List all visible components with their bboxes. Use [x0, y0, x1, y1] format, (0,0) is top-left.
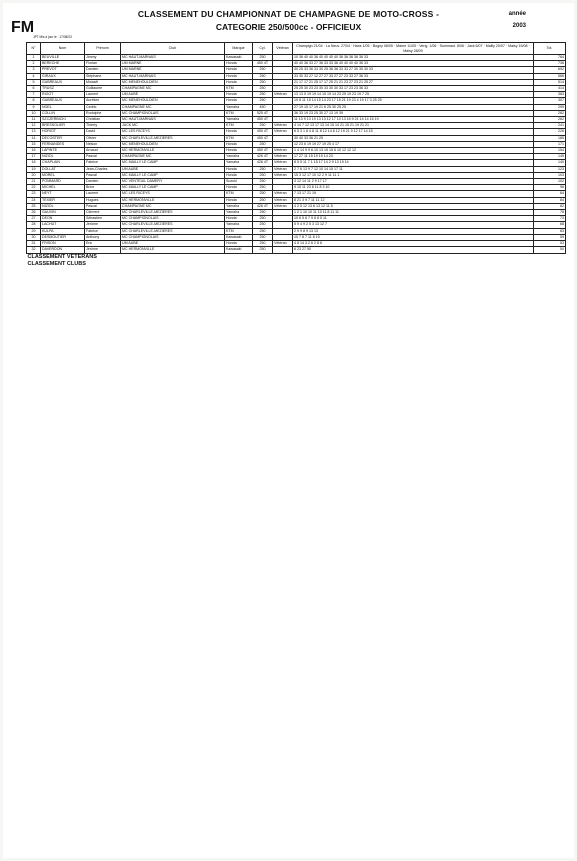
cell-nom: HORIOT — [41, 129, 85, 135]
cell-club: CHAMPAGNE MC — [121, 104, 225, 110]
cell-marque: Honda — [225, 197, 253, 203]
cell-cyl: 250 — [253, 86, 273, 92]
cell-club: UM MARNE — [121, 67, 225, 73]
cell-cyl: 450 4T — [253, 148, 273, 154]
cell-vet: Vétéran — [273, 197, 293, 203]
cell-cyl: 250 — [253, 228, 273, 234]
cell-prenom: Damien — [85, 67, 121, 73]
cell-marque: KTM — [225, 228, 253, 234]
cell-club: MC MAILLY LE CAMP — [121, 160, 225, 166]
cell-n: 16 — [27, 148, 41, 154]
column-header: N° — [27, 43, 41, 55]
cell-prenom: Mickaël — [85, 79, 121, 85]
cell-nom: BRESSOLIER — [41, 123, 85, 129]
cell-marque: Yamaha — [225, 222, 253, 228]
cell-n: 24 — [27, 197, 41, 203]
cell-n: 31 — [27, 241, 41, 247]
cell-tot: 50 — [534, 247, 566, 253]
cell-vet: Vétéran — [273, 160, 293, 166]
cell-cyl: 250 — [253, 191, 273, 197]
cell-prenom: Brice — [85, 185, 121, 191]
cell-n: 6 — [27, 86, 41, 92]
cell-prenom: Hugues — [85, 197, 121, 203]
cell-prenom: Olivier — [85, 135, 121, 141]
cell-n: 4 — [27, 73, 41, 79]
cell-n: 19 — [27, 166, 41, 172]
cell-prenom: David — [85, 129, 121, 135]
cell-nom: DEON — [41, 216, 85, 222]
cell-tot: 241 — [534, 123, 566, 129]
cell-prenom: Thierry — [85, 123, 121, 129]
cell-marque: Honda — [225, 98, 253, 104]
cell-marque: Honda — [225, 129, 253, 135]
cell-marque: Honda — [225, 73, 253, 79]
cell-club: MC CHAMPIGNOLAIS — [121, 216, 225, 222]
column-header: Prénom — [85, 43, 121, 55]
cell-r: 30 25 33 36 33 30 25 36 36 33 33 27 30 30 30 33 — [293, 67, 534, 73]
cell-r: 2 7 6 13 9 7 12 10 14 15 17 11 — [293, 166, 534, 172]
cell-tot: 764 — [534, 55, 566, 61]
cell-nom: MOREL — [41, 172, 85, 178]
cell-club: MC MAILLY LE CAMP — [121, 185, 225, 191]
cell-tot: 73 — [534, 216, 566, 222]
cell-club: UM AUBE — [121, 166, 225, 172]
cell-tot: 307 — [534, 98, 566, 104]
cell-cyl: 250 — [253, 241, 273, 247]
column-header: Champign 21/04 · La Neuv. 27/04 · Hans 1/05 · Bogny 08/05 · Manre 11/05 · Verig. 1/06 · Sommaut. 8/06 · Jack 6/07 · Mailly 20/07 · Maisy 15/08 · Maisy 28/09 — [293, 43, 534, 55]
cell-club: MC CHARLEVILLE-MEZIERES — [121, 135, 225, 141]
cell-n: 23 — [27, 191, 41, 197]
cell-r: 4 2 5 12 13 6 13 12 11 5 — [293, 203, 534, 209]
cell-club: CHAMPAGNE MC — [121, 203, 225, 209]
cell-club: CHAMPAGNE MC — [121, 86, 225, 92]
cell-n: 9 — [27, 104, 41, 110]
cell-nom: CHAPLAIN — [41, 160, 85, 166]
cell-marque: Yamaha — [225, 203, 253, 209]
cell-club: MC HERMONVILLE — [121, 197, 225, 203]
cell-n: 32 — [27, 247, 41, 253]
cell-tot: 140 — [534, 160, 566, 166]
year-label: année — [508, 11, 526, 17]
cell-tot: 68 — [534, 222, 566, 228]
cell-nom: DOLLAT — [41, 166, 85, 172]
cell-nom: LACHUT — [41, 222, 85, 228]
cell-vet: Vétéran — [273, 241, 293, 247]
column-header: Marque — [225, 43, 253, 55]
column-header: Nom — [41, 43, 85, 55]
cell-r: 15 3 12 17 10 12 2 9 11 11 1 — [293, 172, 534, 178]
cell-marque: Honda — [225, 67, 253, 73]
cell-n: 8 — [27, 98, 41, 104]
cell-cyl: 250 — [253, 234, 273, 240]
cell-tot: 123 — [534, 166, 566, 172]
cell-cyl: 250 — [253, 222, 273, 228]
cell-tot: 514 — [534, 79, 566, 85]
cell-tot: 59 — [534, 234, 566, 240]
column-header: Club — [121, 43, 225, 55]
cell-n: 11 — [27, 117, 41, 123]
cell-club: UM AUBE — [121, 92, 225, 98]
cell-marque: KTM — [225, 110, 253, 116]
cell-r: 11 10 9 13 19 13 13 12 17 10 13 15 9 21 14 14 15 19 — [293, 117, 534, 123]
cell-n: 14 — [27, 135, 41, 141]
cell-cyl: 525 4T — [253, 110, 273, 116]
page-title: CLASSEMENT DU CHAMPIONNAT DE CHAMPAGNE DE MOTO-CROSS - — [137, 9, 440, 19]
cell-nom: SZCZERBICKI — [41, 117, 85, 123]
cell-nom: MICHEL — [41, 185, 85, 191]
cell-n: 21 — [27, 179, 41, 185]
cell-prenom: Guillaume — [85, 86, 121, 92]
cell-club: MC HAUT-MARNAIS — [121, 117, 225, 123]
cell-club: CHAMPAGNE MC — [121, 154, 225, 160]
cell-prenom: Eric — [85, 241, 121, 247]
cell-prenom: Pascal — [85, 154, 121, 160]
cell-tot: 262 — [534, 117, 566, 123]
cell-r: 27 19 15 17 19 21 6 25 30 25 25 — [293, 104, 534, 110]
cell-prenom: Aurélien — [85, 98, 121, 104]
cell-marque: Honda — [225, 61, 253, 67]
cell-prenom: Pascal — [85, 172, 121, 178]
section-header — [27, 261, 566, 268]
cell-cyl: 250 — [253, 210, 273, 216]
cell-n: 15 — [27, 141, 41, 147]
cell-n: 3 — [27, 67, 41, 73]
cell-n: 29 — [27, 228, 41, 234]
cell-marque: Honda — [225, 185, 253, 191]
cell-nom: TRUSZ — [41, 86, 85, 92]
cell-n: 1 — [27, 55, 41, 61]
cell-prenom: Sébastien — [85, 216, 121, 222]
cell-cyl: 450 4T — [253, 117, 273, 123]
cell-vet: Vétéran — [273, 123, 293, 129]
year-value: 2003 — [512, 23, 526, 29]
cell-prenom: Jérôme — [85, 222, 121, 228]
cell-nom: BEUVILLE — [41, 55, 85, 61]
cell-marque: KTM — [225, 123, 253, 129]
section-title: CLASSEMENT CLUBS — [27, 260, 86, 267]
column-header: Tot. — [534, 43, 566, 55]
cell-tot: 226 — [534, 129, 566, 135]
cell-cyl: 250 — [253, 92, 273, 98]
cell-nom: NEYT — [41, 191, 85, 197]
cell-tot: 171 — [534, 141, 566, 147]
cell-marque: KTM — [225, 191, 253, 197]
cell-n: 17 — [27, 154, 41, 160]
cell-club: MC LES RICEYS — [121, 129, 225, 135]
cell-prenom: Florian — [85, 61, 121, 67]
cell-marque: Honda — [225, 241, 253, 247]
cell-tot: 414 — [534, 86, 566, 92]
cell-nom: POMMARD — [41, 179, 85, 185]
cell-r: 17 27 11 15 19 19 14 23 — [293, 154, 534, 160]
cell-cyl: 250 — [253, 216, 273, 222]
cell-r: 4 14 7 12 13 17 13 14 15 14 21 15 21 19 21 21 — [293, 123, 534, 129]
cell-cyl: 450 4T — [253, 61, 273, 67]
cell-n: 20 — [27, 172, 41, 178]
cell-r: 6 5 3 1 8 4 8 11 8 12 14 6 12 19 21 9 12 17 14 15 — [293, 129, 534, 135]
cell-prenom: Pascal — [85, 203, 121, 209]
cell-club: JACK MC — [121, 123, 225, 129]
cell-tot: 63 — [534, 228, 566, 234]
cell-tot: 185 — [534, 135, 566, 141]
cell-n: 13 — [27, 129, 41, 135]
cell-vet: Vétéran — [273, 166, 293, 172]
cell-club: MC HAUT-MARNAIS — [121, 55, 225, 61]
cell-r: 1 2 1 10 10 11 10 11 8 11 11 — [293, 210, 534, 216]
cell-cyl: 426 4T — [253, 160, 273, 166]
cell-cyl: 426 4T — [253, 154, 273, 160]
cell-prenom: Laurent — [85, 191, 121, 197]
cell-cyl: 250 — [253, 179, 273, 185]
cell-r: 30 40 33 36 21 25 — [293, 135, 534, 141]
cell-cyl: 450 4T — [253, 135, 273, 141]
cell-vet: Vétéran — [273, 203, 293, 209]
cell-tot: 383 — [534, 92, 566, 98]
cell-n: 27 — [27, 216, 41, 222]
cell-cyl: 426 4T — [253, 203, 273, 209]
cell-cyl: 250 — [253, 247, 273, 253]
cell-tot: 282 — [534, 110, 566, 116]
cell-n: 26 — [27, 210, 41, 216]
cell-n: 10 — [27, 110, 41, 116]
cell-tot: 692 — [534, 67, 566, 73]
cell-r: 36 33 19 23 25 30 27 13 19 39 — [293, 110, 534, 116]
cell-marque: Kawasaki — [225, 55, 253, 61]
cell-prenom: Clément — [85, 210, 121, 216]
cell-club: MC CHARLEVILLE-MEZIERES — [121, 210, 225, 216]
cell-cyl: 250 — [253, 55, 273, 61]
cell-tot: 154 — [534, 148, 566, 154]
cell-r: 1 4 14 9 9 6 10 13 15 15 6 10 12 12 12 — [293, 148, 534, 154]
cell-prenom: Laurent — [85, 92, 121, 98]
cell-marque: Honda — [225, 166, 253, 172]
cell-r: 5 9 4 9 2 5 3 13 12 7 — [293, 222, 534, 228]
cell-nom: GAUVIN — [41, 210, 85, 216]
cell-r: 10 36 40 40 36 40 40 40 40 36 36 36 36 36 33 — [293, 55, 534, 61]
cell-r: 13 13 5 19 19 14 15 19 14 23 25 19 23 19 7 25 — [293, 92, 534, 98]
cell-tot: 103 — [534, 172, 566, 178]
cell-cyl: 250 — [253, 67, 273, 73]
cell-prenom: Fabrice — [85, 228, 121, 234]
cell-vet: Vétéran — [273, 148, 293, 154]
cell-nom: NIZIOL — [41, 154, 85, 160]
cell-cyl: 250 — [253, 79, 273, 85]
cell-prenom: Fabrice — [85, 160, 121, 166]
cell-r: 25 25 30 23 23 30 33 30 30 33 17 23 23 36 33 — [293, 86, 534, 92]
cell-cyl: 250 — [253, 141, 273, 147]
cell-club: MC CHAMPIGNOLAIS — [121, 110, 225, 116]
cell-r: 19 8 11 15 14 15 14 23 17 15 21 19 23 4 19 17 3 25 25 — [293, 98, 534, 104]
cell-prenom: Rodolphe — [85, 110, 121, 116]
cell-nom: FRISON — [41, 241, 85, 247]
cell-marque: Yamaha — [225, 210, 253, 216]
standings-table — [26, 42, 566, 268]
cell-n: 28 — [27, 222, 41, 228]
cell-r: 6 23 27 50 — [293, 247, 534, 253]
cell-prenom: Stéphane — [85, 73, 121, 79]
cell-club: MC HERMONVILLE — [121, 247, 225, 253]
column-header: Cyl. — [253, 43, 273, 55]
cell-r: 12 23 6 19 19 27 19 25 4 17 — [293, 141, 534, 147]
cell-marque: Honda — [225, 141, 253, 147]
cell-tot: 145 — [534, 154, 566, 160]
cell-nom: DAVERDON — [41, 247, 85, 253]
cell-club: UM MARNE — [121, 61, 225, 67]
cell-nom: PREVOT — [41, 67, 85, 73]
cell-prenom: Arnaud — [85, 148, 121, 154]
cell-prenom: Jérôme — [85, 247, 121, 253]
cell-n: 12 — [27, 123, 41, 129]
cell-marque: KTM — [225, 135, 253, 141]
cell-prenom: Christian — [85, 117, 121, 123]
section-header — [27, 253, 566, 261]
cell-cyl: 250 — [253, 166, 273, 172]
cell-nom: COLLIN — [41, 110, 85, 116]
cell-nom: FERNANDES — [41, 141, 85, 147]
cell-marque: Kawasaki — [225, 234, 253, 240]
cell-r: 10 7 8 7 11 6 10 — [293, 234, 534, 240]
cell-r: 8 21 3 9 7 11 11 12 — [293, 197, 534, 203]
cell-club: MC LES RICEYS — [121, 191, 225, 197]
cell-vet: Vétéran — [273, 129, 293, 135]
cell-cyl: 250 — [253, 197, 273, 203]
cell-r: 9 15 11 23 6 11 8 3 10 — [293, 185, 534, 191]
cell-club: MC CHARLEVILLE-MEZIERES — [121, 228, 225, 234]
cell-marque: Yamaha — [225, 154, 253, 160]
cell-tot: 566 — [534, 73, 566, 79]
cell-nom: DESMOUTIER — [41, 234, 85, 240]
cell-cyl: 250 — [253, 172, 273, 178]
cell-prenom: Jimmy — [85, 55, 121, 61]
cell-n: 22 — [27, 185, 41, 191]
cell-r: 2 9 9 8 9 13 13 — [293, 228, 534, 234]
cell-marque: Yamaha — [225, 104, 253, 110]
cell-nom: BERECHE — [41, 61, 85, 67]
cell-n: 30 — [27, 234, 41, 240]
cell-vet: Vétéran — [273, 154, 293, 160]
cell-nom: RIGOT — [41, 92, 85, 98]
cell-tot: 102 — [534, 179, 566, 185]
cell-club: MC CHARLEVILLE-MEZIERES — [121, 222, 225, 228]
update-note: JPT Mis à jour le : 17/08/03 — [33, 35, 72, 39]
cell-tot: 82 — [534, 203, 566, 209]
cell-tot: 299 — [534, 104, 566, 110]
cell-tot: 84 — [534, 197, 566, 203]
cell-club: MC HERMONVILLE — [121, 148, 225, 154]
cell-tot: 53 — [534, 241, 566, 247]
cell-cyl: 250 — [253, 185, 273, 191]
cell-prenom: Damien — [85, 179, 121, 185]
section-title: CLASSEMENT VETERANS — [27, 253, 97, 260]
cell-marque: Honda — [225, 148, 253, 154]
cell-marque: Honda — [225, 216, 253, 222]
cell-r: 21 17 17 21 25 17 17 25 21 21 23 27 23 21 25 27 — [293, 79, 534, 85]
cell-marque: Honda — [225, 172, 253, 178]
cell-prenom: Jean-Charles — [85, 166, 121, 172]
cell-n: 5 — [27, 79, 41, 85]
cell-cyl: 450 — [253, 104, 273, 110]
cell-n: 7 — [27, 92, 41, 98]
cell-nom: TEXIER — [41, 197, 85, 203]
cell-marque: Kawasaki — [225, 247, 253, 253]
cell-tot: 96 — [534, 185, 566, 191]
cell-vet: Vétéran — [273, 92, 293, 98]
cell-cyl: 250 — [253, 123, 273, 129]
cell-r: 40 40 36 33 27 36 33 33 36 40 40 40 40 36 33 — [293, 61, 534, 67]
cell-nom: NOEL — [41, 104, 85, 110]
cell-nom: GABREAUX — [41, 98, 85, 104]
cell-marque: KTM — [225, 86, 253, 92]
cell-nom: GABREAUX — [41, 79, 85, 85]
cell-r: 4 8 14 3 2 6 2 8 6 — [293, 241, 534, 247]
cell-vet: Vétéran — [273, 172, 293, 178]
results-sheet — [3, 3, 574, 858]
cell-nom: LAPINTE — [41, 148, 85, 154]
cell-club: MC MENEHOULDIEN — [121, 98, 225, 104]
cell-r: 3 12 14 11 2 9 17 17 — [293, 179, 534, 185]
cell-marque: Yamaha — [225, 160, 253, 166]
cell-tot: 84 — [534, 191, 566, 197]
cell-club: MC MENEHOULDIEN — [121, 79, 225, 85]
cell-r: 10 6 5 6 7 9 6 8 5 11 — [293, 216, 534, 222]
cell-club: MC MAILLY LE CAMP — [121, 172, 225, 178]
cell-tot: 736 — [534, 61, 566, 67]
cell-r: 7 13 17 21 19 — [293, 191, 534, 197]
cell-prenom: Nelson — [85, 141, 121, 147]
cell-prenom: Cedric — [85, 104, 121, 110]
cell-nom: GIRAUX — [41, 73, 85, 79]
cell-marque: Yamaha — [225, 117, 253, 123]
cell-n: 18 — [27, 160, 41, 166]
column-header: Vétéran — [273, 43, 293, 55]
cell-nom: NIZIOL — [41, 203, 85, 209]
cell-club: MC HAUT-MARNAIS — [121, 73, 225, 79]
cell-nom: DECOSTER — [41, 135, 85, 141]
header-row — [27, 43, 566, 55]
cell-marque: Honda — [225, 79, 253, 85]
page-subtitle: CATEGORIE 250/500cc - OFFICIEUX — [215, 22, 362, 32]
federation-code: FM — [11, 19, 35, 36]
cell-cyl: 450 4T — [253, 129, 273, 135]
cell-r: 8 5 5 11 7 1 15 17 14 2 9 13 19 14 — [293, 160, 534, 166]
cell-tot: 78 — [534, 210, 566, 216]
cell-nom: KULPA — [41, 228, 85, 234]
cell-club: MC CHAMPIGNOLAIS — [121, 234, 225, 240]
cell-prenom: Anthony — [85, 234, 121, 240]
cell-marque: Suzuki — [225, 179, 253, 185]
cell-club: MC MENEHOULDIEN — [121, 141, 225, 147]
cell-club: UM AUBE — [121, 241, 225, 247]
cell-r: 33 30 33 27 12 27 27 33 27 27 23 33 27 36 33 — [293, 73, 534, 79]
cell-cyl: 250 — [253, 73, 273, 79]
cell-n: 2 — [27, 61, 41, 67]
cell-vet: Vétéran — [273, 191, 293, 197]
cell-cyl: 250 — [253, 98, 273, 104]
cell-club: MC VENTEUIL DAMERY — [121, 179, 225, 185]
cell-marque: Honda — [225, 92, 253, 98]
cell-n: 25 — [27, 203, 41, 209]
